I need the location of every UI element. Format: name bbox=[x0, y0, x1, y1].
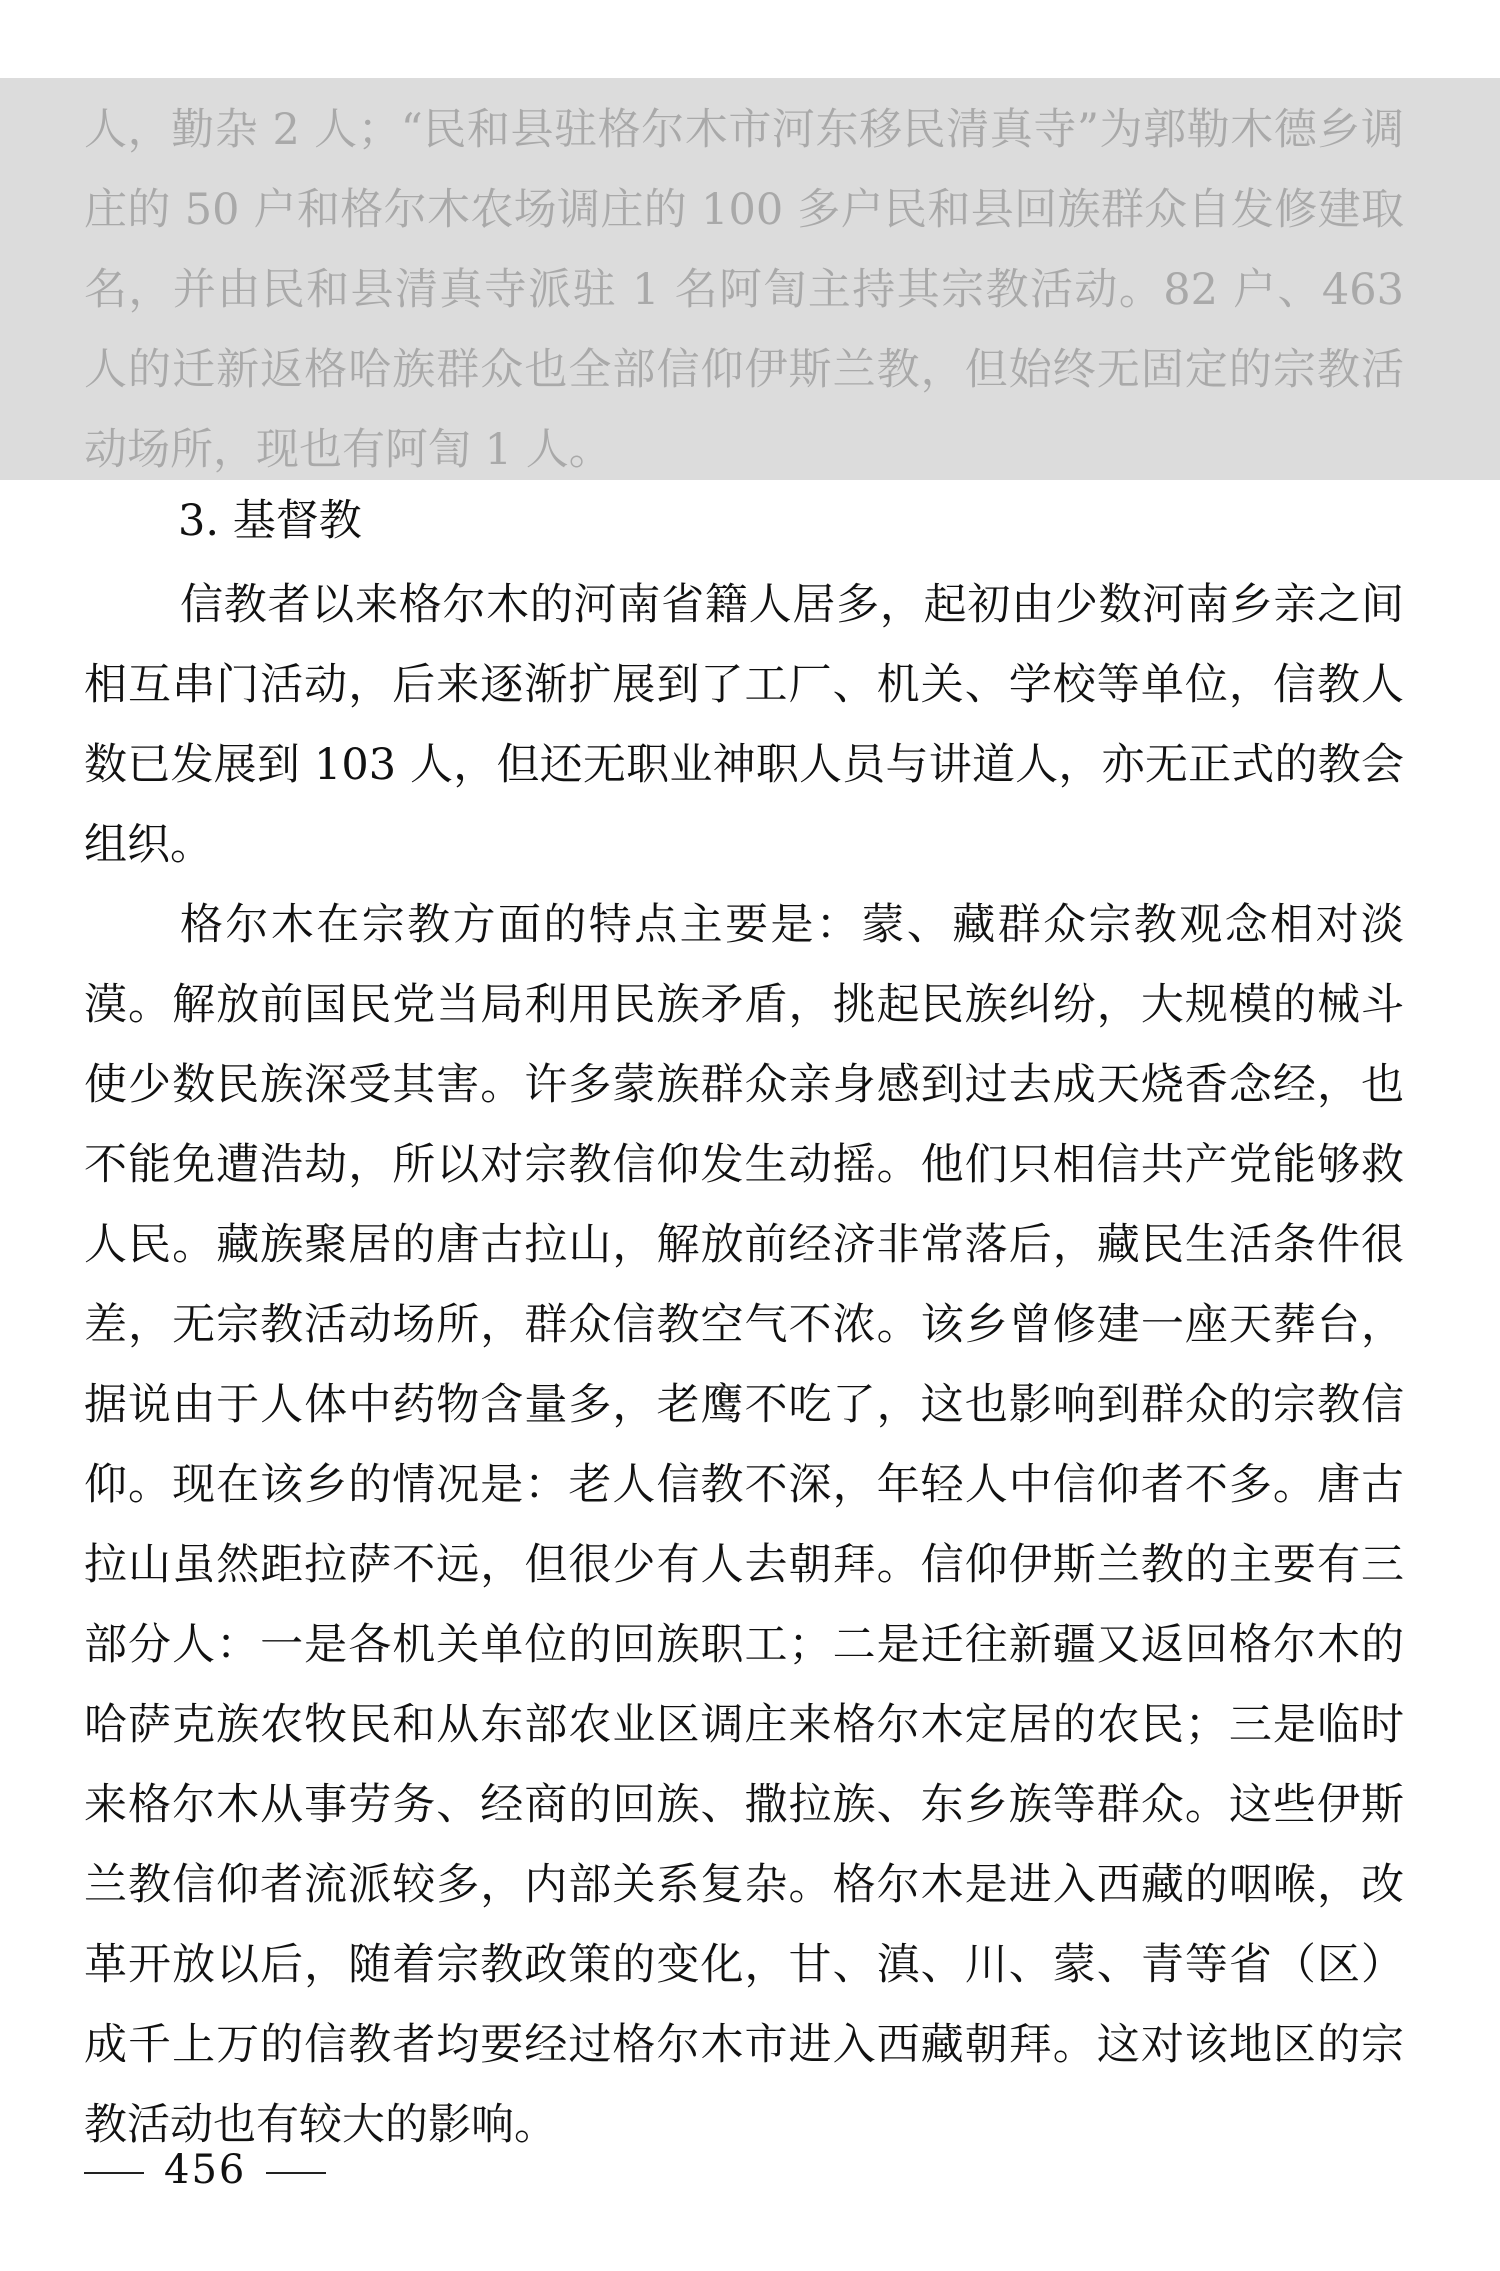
page-number bbox=[84, 2140, 346, 2200]
page-number-value: 456 bbox=[164, 2147, 247, 2193]
continued-paragraph: 人，勤杂 2 人；“民和县驻格尔木市河东移民清真寺”为郭勒木德乡调庄的 50 户和格尔木农场调庄的 100 多户民和县回族群众自发修建取名，并由民和县清真寺派驻 1 名阿訇主持其宗教活动。82 户、463 人的迁新返格哈族群众也全部信仰伊斯兰教，但始终无固定的宗教活动场所，现也有阿訇 1 人。 bbox=[84, 105, 1404, 475]
paragraph-christianity: 信教者以来格尔木的河南省籍人居多，起初由少数河南乡亲之间相互串门活动，后来逐渐扩展到了工厂、机关、学校等单位，信教人数已发展到 103 人，但还无职业神职人员与讲道人，亦无正式的教会组织。 bbox=[84, 580, 1404, 870]
page-number-dash-left bbox=[84, 2172, 144, 2174]
section-heading: 3. 基督教 bbox=[178, 496, 362, 546]
paragraph-religious-features: 格尔木在宗教方面的特点主要是：蒙、藏群众宗教观念相对淡漠。解放前国民党当局利用民族矛盾，挑起民族纠纷，大规模的械斗使少数民族深受其害。许多蒙族群众亲身感到过去成天烧香念经，也不能免遭浩劫，所以对宗教信仰发生动摇。他们只相信共产党能够救人民。藏族聚居的唐古拉山，解放前经济非常落后，藏民生活条件很差，无宗教活动场所，群众信教空气不浓。该乡曾修建一座天葬台，据说由于人体中药物含量多，老鹰不吃了，这也影响到群众的宗教信仰。现在该乡的情况是：老人信教不深，年轻人中信仰者不多。唐古拉山虽然距拉萨不远，但很少有人去朝拜。信仰伊斯兰教的主要有三部分人：一是各机关单位的回族职工；二是迁往新疆又返回格尔木的哈萨克族农牧民和从东部农业区调庄来格尔木定居的农民；三是临时来格尔木从事劳务、经商的回族、撒拉族、东乡族等群众。这些伊斯兰教信仰者流派较多，内部关系复杂。格尔木是进入西藏的咽喉，改革开放以后，随着宗教政策的变化，甘、滇、川、蒙、青等省（区）成千上万的信教者均要经过格尔木市进入西藏朝拜。这对该地区的宗教活动也有较大的影响。 bbox=[84, 900, 1404, 2150]
page-number-dash-right bbox=[266, 2172, 326, 2174]
